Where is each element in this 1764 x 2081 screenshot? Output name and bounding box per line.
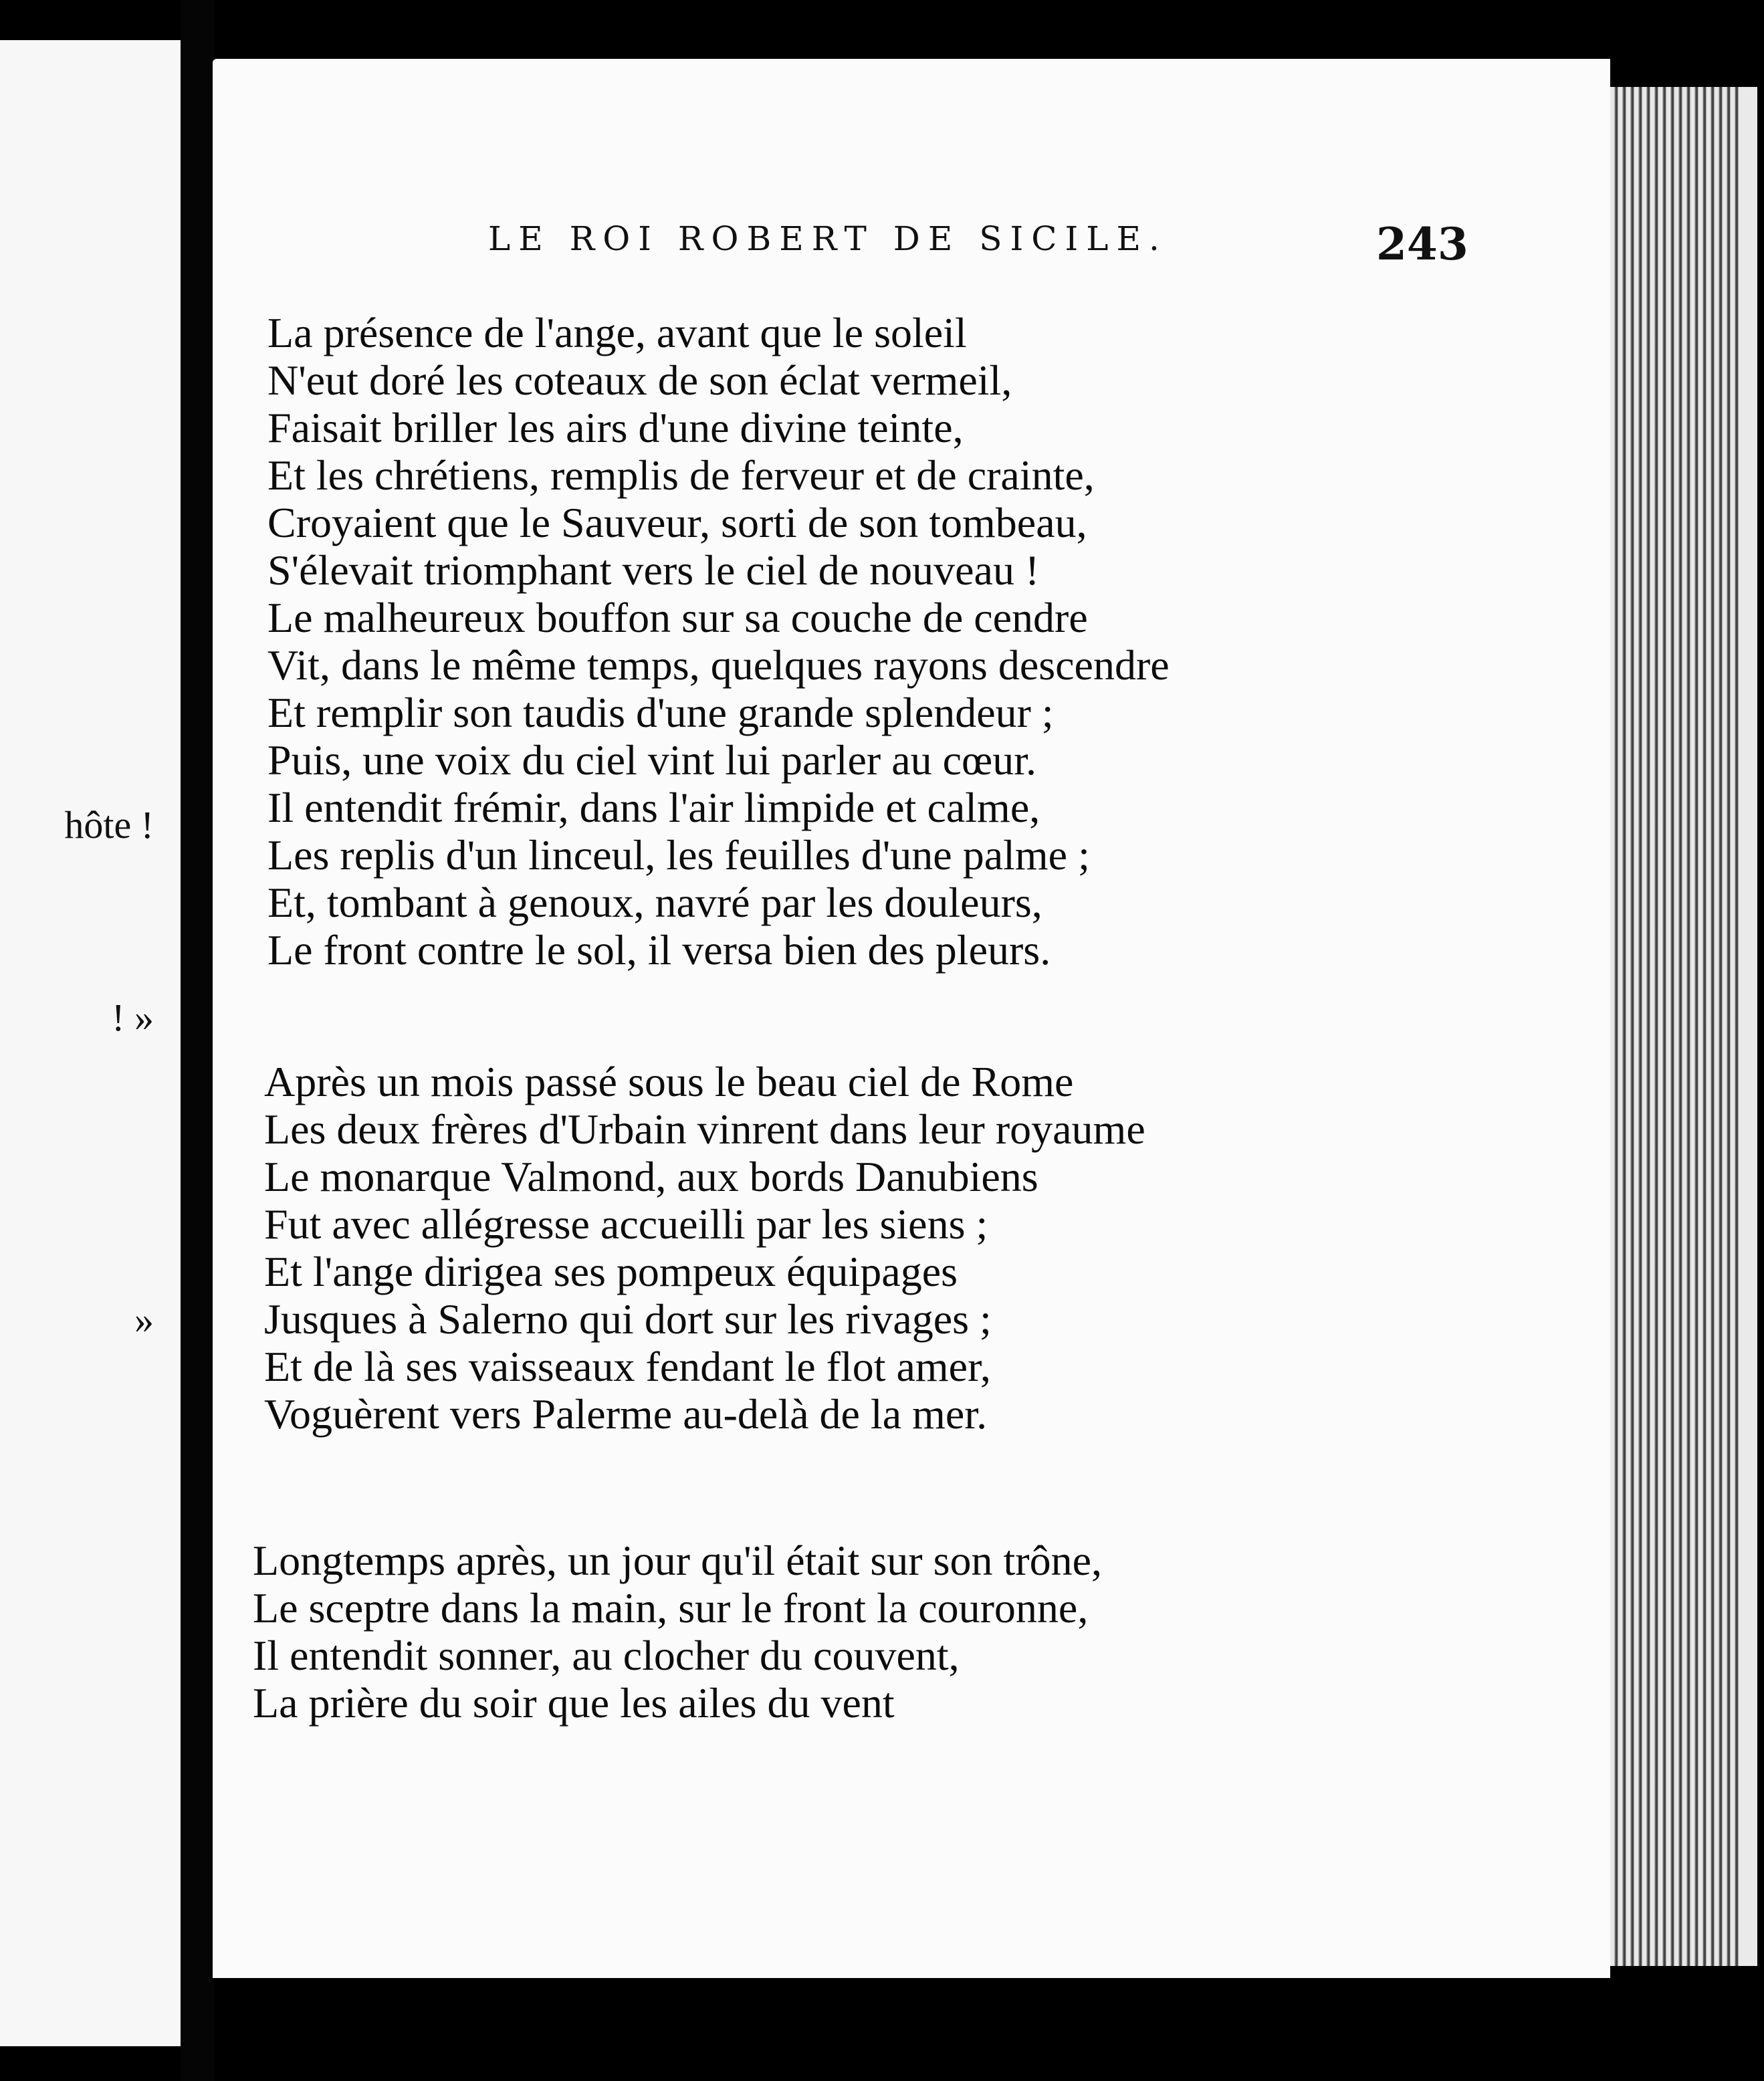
verse-line: Les deux frères d'Urbain vinrent dans leur royaume — [264, 1105, 1145, 1153]
adjacent-left-page — [0, 40, 181, 2046]
verse-line: Il entendit sonner, au clocher du couvent, — [253, 1632, 960, 1679]
verse-line: Le front contre le sol, il versa bien des pleurs. — [267, 926, 1051, 974]
verse-line: Vit, dans le même temps, quelques rayons descendre — [267, 641, 1170, 689]
verse-line: Jusques à Salerno qui dort sur les rivages ; — [264, 1295, 992, 1343]
verse-line: N'eut doré les coteaux de son éclat vermeil, — [267, 356, 1012, 404]
verse-line: Fut avec allégresse accueilli par les siens ; — [264, 1200, 988, 1248]
stanza-3 — [253, 1537, 1102, 1727]
verse-line: Et remplir son taudis d'une grande splendeur ; — [267, 689, 1054, 736]
stanza-1 — [267, 309, 1170, 974]
book-gutter — [181, 0, 214, 2081]
running-head: LE ROI ROBERT DE SICILE. — [488, 219, 1168, 258]
left-page-fragment: » — [134, 1298, 154, 1341]
verse-line: Et les chrétiens, remplis de ferveur et de crainte, — [267, 451, 1095, 499]
verse-line: Et, tombant à genoux, navré par les douleurs, — [267, 879, 1042, 926]
left-page-fragment: hôte ! — [64, 803, 154, 847]
verse-line: S'élevait triomphant vers le ciel de nouveau ! — [267, 546, 1040, 594]
verse-line: Puis, une voix du ciel vint lui parler au cœur. — [267, 736, 1036, 784]
verse-line: La présence de l'ange, avant que le soleil — [267, 309, 967, 356]
verse-line: Faisait briller les airs d'une divine teinte, — [267, 404, 964, 451]
verse-line: Les replis d'un linceul, les feuilles d'une palme ; — [267, 831, 1090, 879]
stanza-2 — [264, 1058, 1145, 1438]
verse-line: Voguèrent vers Palerme au-delà de la mer. — [264, 1390, 988, 1438]
verse-line: La prière du soir que les ailes du vent — [253, 1679, 895, 1727]
verse-line: Après un mois passé sous le beau ciel de Rome — [264, 1058, 1074, 1105]
verse-line: Et de là ses vaisseaux fendant le flot amer, — [264, 1343, 991, 1390]
verse-line: Il entendit frémir, dans l'air limpide et calme, — [267, 784, 1040, 831]
verse-line: Longtemps après, un jour qu'il était sur son trône, — [253, 1537, 1102, 1584]
verse-line: Croyaient que le Sauveur, sorti de son tombeau, — [267, 499, 1087, 546]
page-edges — [1610, 87, 1744, 1966]
page-number: 243 — [1376, 218, 1468, 270]
verse-line: Le sceptre dans la main, sur le front la couronne, — [253, 1584, 1089, 1632]
left-page-fragment: ! » — [112, 996, 154, 1039]
verse-line: Le monarque Valmond, aux bords Danubiens — [264, 1153, 1038, 1200]
verse-line: Le malheureux bouffon sur sa couche de cendre — [267, 594, 1088, 641]
verse-line: Et l'ange dirigea ses pompeux équipages — [264, 1248, 958, 1295]
